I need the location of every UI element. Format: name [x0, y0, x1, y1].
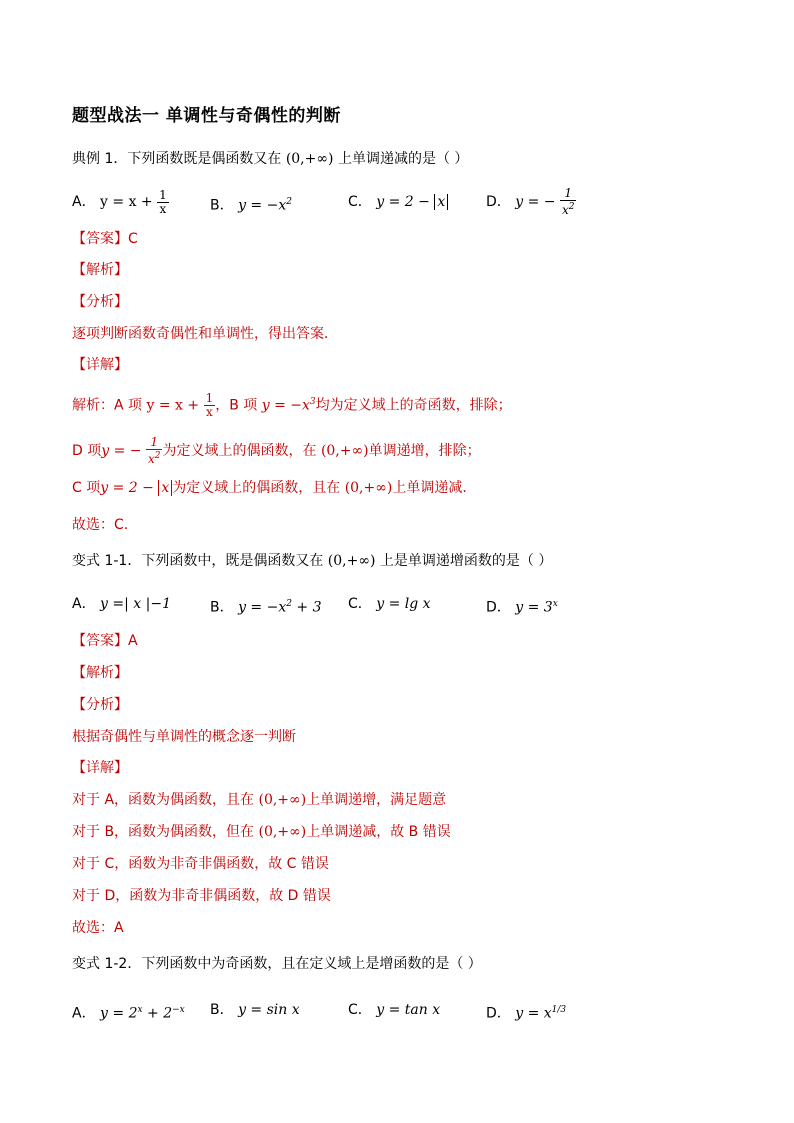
ex2-option-a — [72, 586, 171, 622]
option-label: C． — [348, 194, 372, 210]
detail-text: 为定义域上的偶函数，在 — [162, 443, 317, 459]
ex3-option-a — [72, 992, 185, 1032]
exponent: 1/3 — [551, 1005, 567, 1015]
ex2-result: 故选：A — [72, 920, 124, 936]
ex2-stem — [72, 552, 552, 570]
reason-text: 对于 B，函数为偶函数，但在 — [72, 824, 255, 840]
ex1-fenxi-text: 逐项判断函数奇偶性和单调性，得出答案． — [72, 326, 338, 342]
option-expr: y = sin x — [238, 1002, 300, 1018]
ex2-option-c — [348, 586, 431, 622]
exponent: 2 — [568, 202, 575, 212]
option-label: D． — [486, 599, 511, 616]
ex1-option-c — [348, 184, 448, 220]
ex2-stem-end: 上是单调递增函数的是（ ） — [379, 553, 553, 569]
ex1-answer — [72, 230, 138, 248]
option-expr: y =| x |−1 — [100, 596, 171, 612]
detail-text: 为定义域上的偶函数，且在 — [172, 480, 341, 496]
option-label: B． — [210, 197, 234, 214]
option-expr: y = x + — [100, 194, 153, 210]
option-label: A． — [72, 1005, 96, 1022]
option-label: A． — [72, 194, 96, 210]
fraction-numerator: 1 — [159, 187, 167, 202]
option-label: D． — [486, 194, 511, 210]
ex2-interval: (0,+∞) — [327, 553, 376, 569]
ex1-interval: (0,+∞) — [285, 151, 334, 167]
option-expr: y = lg x — [376, 596, 431, 612]
fraction-denominator: x — [159, 201, 167, 216]
detail-text: 上单调递减. — [392, 480, 467, 496]
exponent: 2 — [154, 451, 161, 461]
exponent: x — [137, 1005, 143, 1015]
ex2-reason-c: 对于 C，函数为非奇非偶函数，故 C 错误 — [72, 856, 329, 872]
ex1-xiangjie-tag: 【详解】 — [72, 357, 128, 373]
ex1-fenxi-tag: 【分析】 — [72, 294, 128, 310]
ex2-option-b — [210, 586, 322, 626]
fraction-numerator: 1 — [560, 187, 577, 201]
exponent: −x — [172, 1005, 185, 1015]
ex1-detail-1 — [72, 392, 512, 419]
detail-expr: y = −x — [261, 397, 310, 414]
option-expr: y = 2 − — [376, 194, 430, 210]
ex2-reason-a — [72, 791, 446, 809]
interval: (0,+∞) — [344, 480, 393, 496]
ex1-stem-end: 上单调递减的是（ ） — [337, 151, 469, 167]
absolute-value: x — [158, 480, 172, 496]
ex1-stem-start: 典例 1．下列函数既是偶函数又在 — [72, 151, 282, 167]
interval: (0,+∞) — [320, 443, 369, 459]
exponent: 2 — [286, 197, 292, 207]
exponent: 3 — [309, 396, 316, 407]
option-expr: y = x — [515, 1005, 552, 1022]
option-label: A． — [72, 596, 96, 612]
option-expr: y = − — [515, 194, 556, 210]
fraction-denominator: x — [205, 405, 213, 419]
ex1-option-d — [486, 184, 576, 220]
ex1-option-a — [72, 184, 169, 220]
option-expr: y = 3 — [515, 599, 553, 616]
ex1-jiexi-tag: 【解析】 — [72, 262, 128, 278]
option-expr-tail: + 3 — [291, 599, 322, 616]
detail-expr: y = − — [101, 443, 142, 459]
detail-expr: y = 2 − — [100, 480, 154, 496]
ex1-result: 故选：C. — [72, 517, 129, 533]
ex1-detail-3 — [72, 479, 467, 497]
detail-text: ，B 项 — [215, 397, 258, 414]
exponent: x — [552, 599, 558, 609]
ex2-xiangjie-tag: 【详解】 — [72, 760, 128, 776]
fraction-denominator — [146, 450, 163, 466]
ex2-options — [72, 586, 732, 622]
detail-text: 单调递增，排除； — [368, 443, 481, 459]
denominator-base: x — [561, 203, 569, 217]
fraction — [204, 392, 216, 419]
ex1-option-b — [210, 184, 292, 224]
ex1-options — [72, 184, 732, 220]
section-title: 题型战法一 单调性与奇偶性的判断 — [72, 106, 341, 126]
option-label: B． — [210, 599, 234, 616]
denominator-base: x — [147, 452, 155, 466]
ex2-answer — [72, 632, 138, 650]
answer-tag: 【答案】 — [72, 231, 128, 247]
reason-text: 对于 A，函数为偶函数，且在 — [72, 792, 255, 808]
fraction — [157, 189, 169, 216]
reason-text: 上单调递增，满足题意 — [306, 792, 447, 808]
interval: (0,+∞) — [258, 824, 307, 840]
ex3-option-c — [348, 992, 440, 1028]
option-expr: y = tan x — [376, 1002, 441, 1018]
fraction-denominator — [560, 201, 577, 217]
option-expr-mid: + 2 — [142, 1005, 173, 1022]
interval: (0,+∞) — [258, 792, 307, 808]
ex3-option-d — [486, 992, 566, 1032]
detail-text: 解析：A 项 — [72, 397, 143, 414]
option-label: B． — [210, 1002, 234, 1018]
reason-text: 上单调递减，故 B 错误 — [306, 824, 451, 840]
fraction-numerator: 1 — [205, 391, 214, 405]
option-expr: y = −x — [238, 197, 287, 214]
detail-expr: y = x + — [146, 397, 200, 414]
option-expr: y = 2 — [100, 1005, 138, 1022]
answer-tag: 【答案】 — [72, 633, 128, 649]
detail-text: 均为定义域上的奇函数，排除； — [315, 397, 512, 414]
ex2-jiexi-tag: 【解析】 — [72, 665, 128, 681]
option-expr: y = −x — [238, 599, 287, 616]
exponent: 2 — [286, 599, 292, 609]
absolute-value: x — [434, 194, 448, 210]
fraction — [146, 436, 163, 466]
ex1-stem — [72, 150, 468, 168]
fraction-numerator: 1 — [146, 436, 163, 450]
ex2-fenxi-text: 根据奇偶性与单调性的概念逐一判断 — [72, 729, 296, 745]
ex3-option-b — [210, 992, 300, 1028]
option-label: C． — [348, 596, 372, 612]
option-label: D． — [486, 1005, 511, 1022]
detail-text: D 项 — [72, 443, 102, 459]
ex2-fenxi-tag: 【分析】 — [72, 697, 128, 713]
fraction — [560, 187, 577, 217]
ex2-option-d — [486, 586, 558, 626]
answer-value: A — [128, 633, 138, 649]
answer-value: C — [128, 231, 138, 247]
detail-text: C 项 — [72, 480, 101, 496]
ex2-reason-b — [72, 823, 451, 841]
ex1-detail-2 — [72, 436, 481, 466]
ex3-options — [72, 992, 732, 1028]
option-label: C． — [348, 1002, 372, 1018]
ex2-reason-d: 对于 D，函数为非奇非偶函数，故 D 错误 — [72, 888, 331, 904]
ex2-stem-start: 变式 1-1．下列函数中，既是偶函数又在 — [72, 553, 324, 569]
ex3-stem: 变式 1-2．下列函数中为奇函数，且在定义域上是增函数的是（ ） — [72, 956, 482, 972]
